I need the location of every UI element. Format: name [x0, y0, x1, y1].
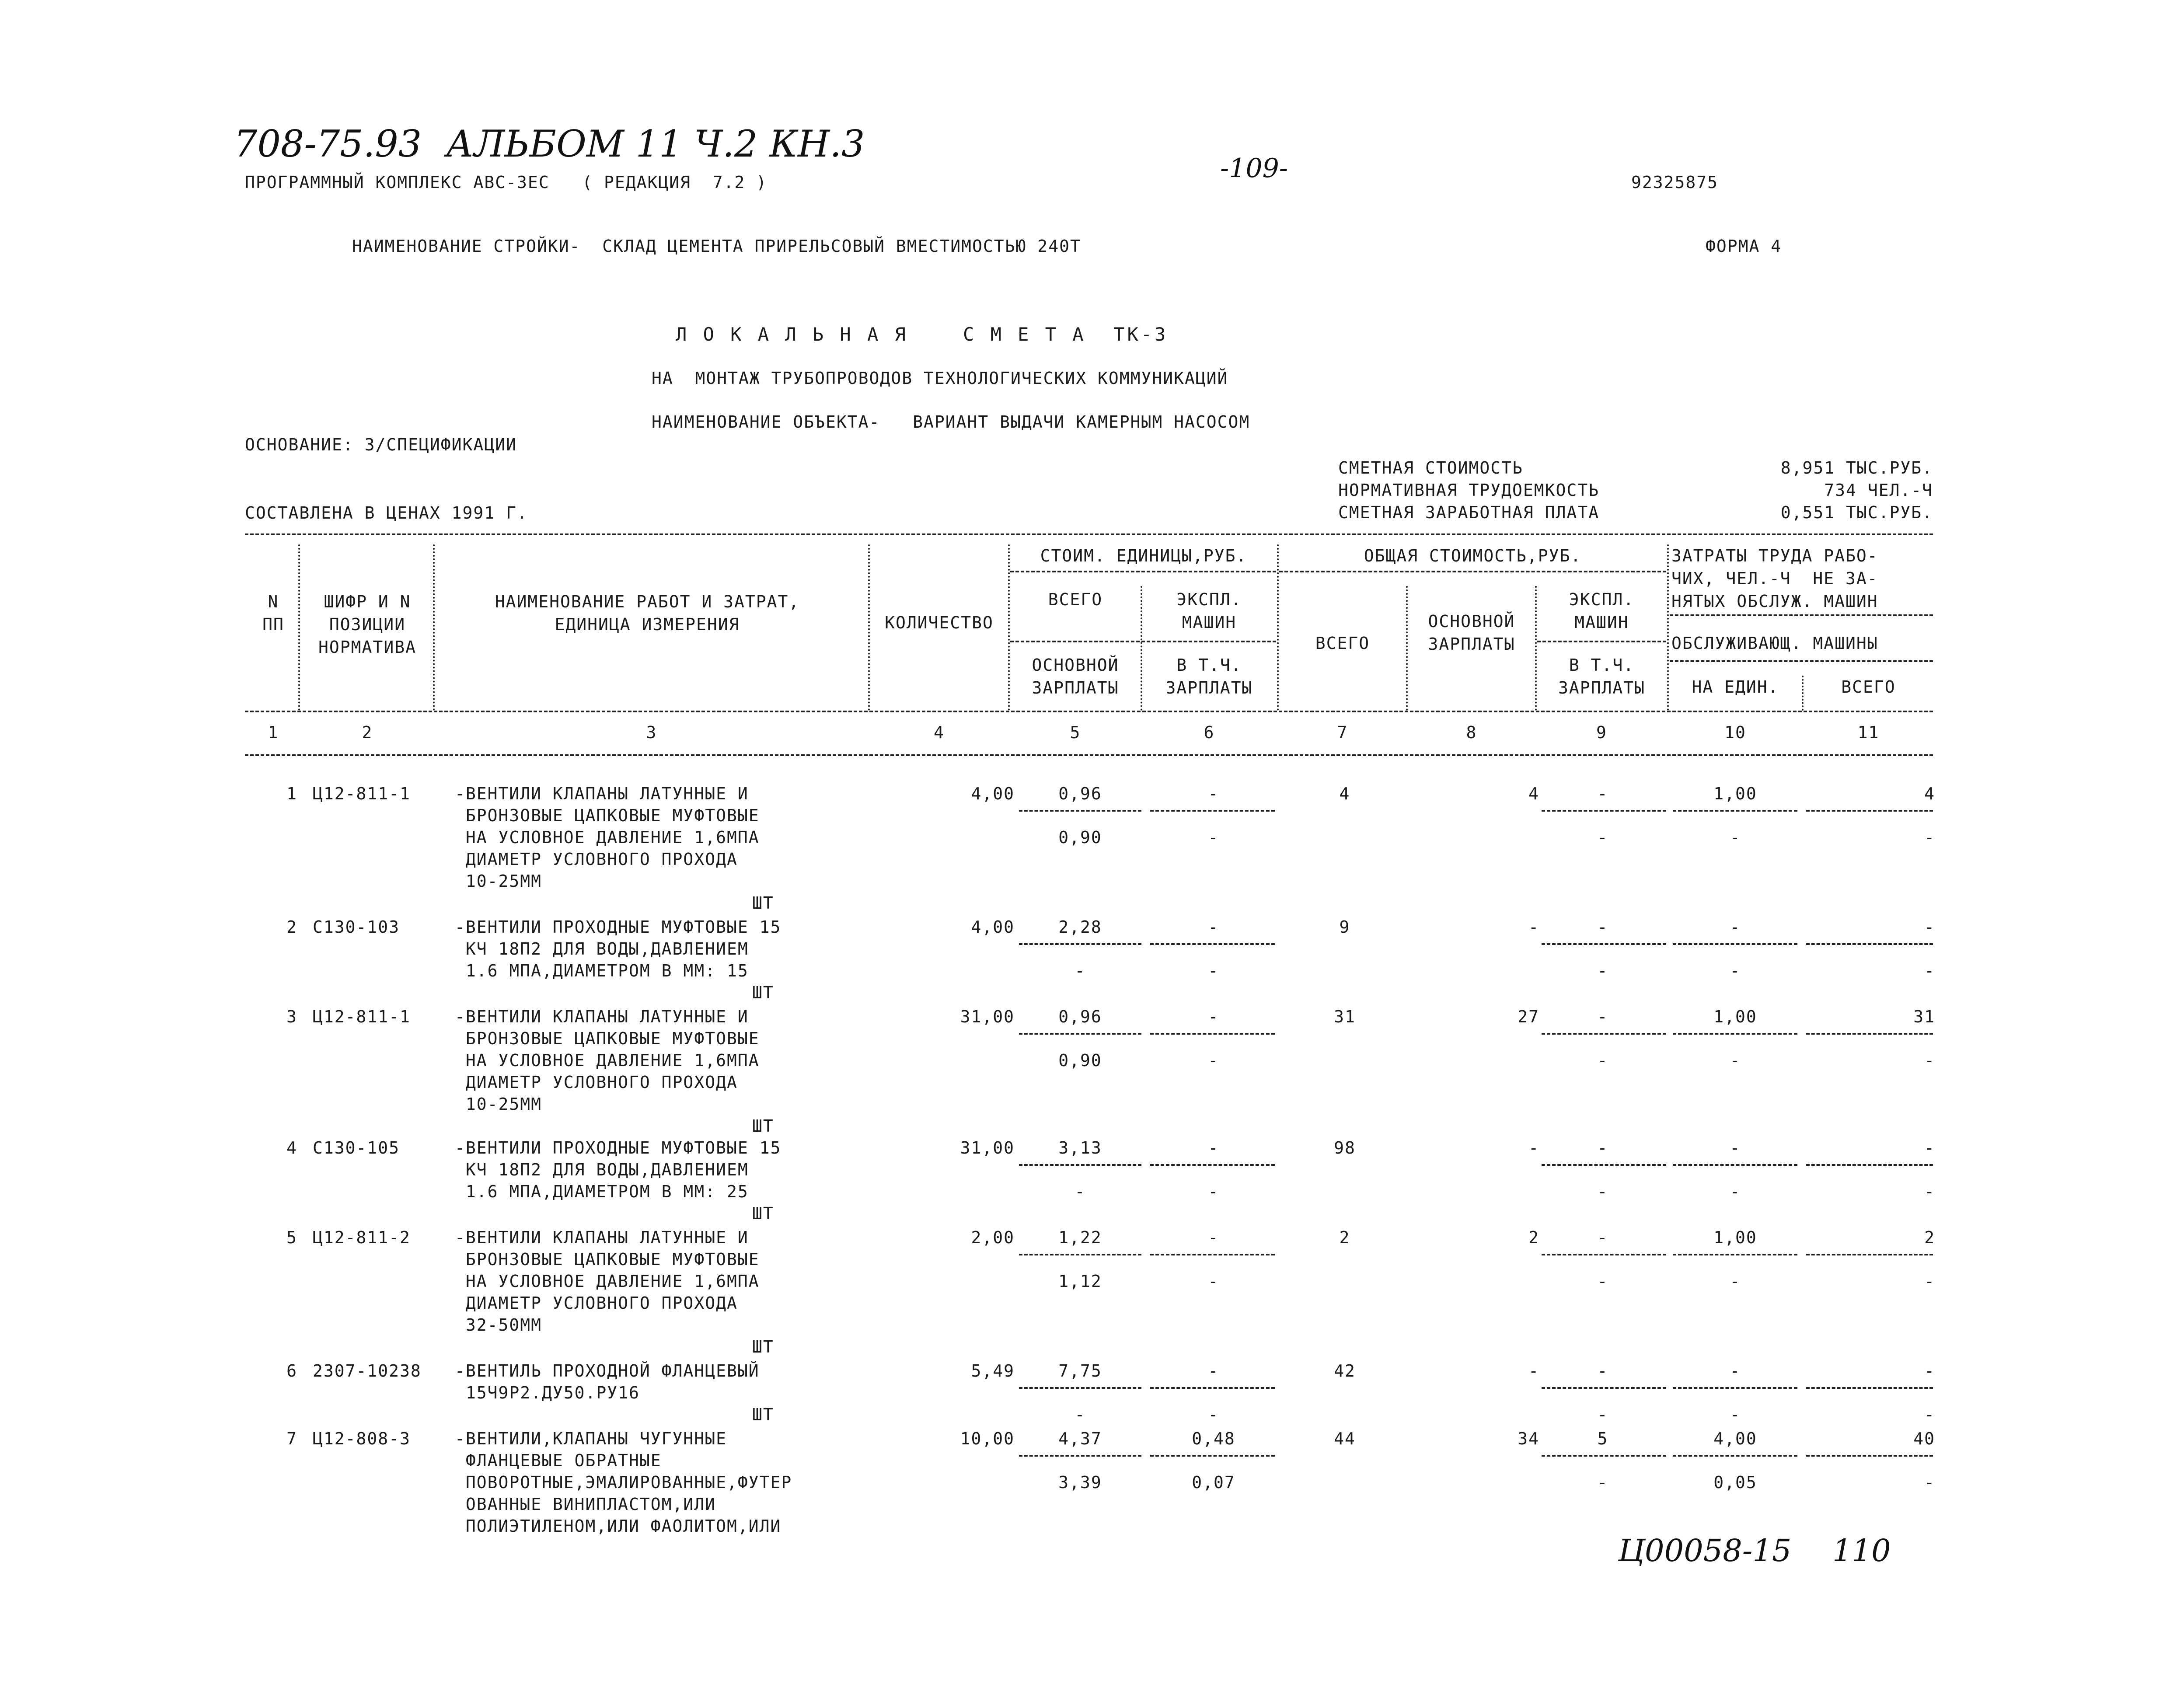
cell-subrule	[1019, 943, 1141, 945]
cell-subrule	[1806, 1033, 1933, 1035]
row-unit-total: 7,75	[1058, 1361, 1102, 1381]
column-number: 8	[1466, 723, 1477, 742]
row-total-wage: 34	[1518, 1429, 1539, 1448]
header-group-labor: ЗАТРАТЫ ТРУДА РАБО- ЧИХ, ЧЕЛ.-Ч НЕ ЗА- НЯТЫХ ОБСЛУЖ. МАШИН	[1671, 546, 1878, 611]
header-group-labor-machines: ОБСЛУЖИВАЮЩ. МАШИНЫ	[1671, 634, 1878, 653]
cell-subrule	[1806, 1455, 1933, 1457]
row-name: -ВЕНТИЛИ ПРОХОДНЫЕ МУФТОВЫЕ 15 КЧ 18П2 ДЛЯ ВОДЫ,ДАВЛЕНИЕМ 1.6 МПА,ДИАМЕТРОМ В ММ: 25	[455, 1138, 781, 1201]
column-number: 10	[1724, 723, 1746, 742]
cell-subrule	[1150, 1254, 1275, 1255]
form-number: ФОРМА 4	[1706, 237, 1782, 256]
row-unit-machines: -	[1208, 1007, 1219, 1026]
header-group-unit-cost: СТОИМ. ЕДИНИЦЫ,РУБ.	[1040, 546, 1247, 565]
column-number: 1	[268, 723, 279, 742]
row-unit-machine-wage: -	[1208, 1405, 1219, 1424]
estimate-subtitle: НА МОНТАЖ ТРУБОПРОВОДОВ ТЕХНОЛОГИЧЕСКИХ КОММУНИКАЦИЙ	[652, 369, 1228, 388]
row-unit-machines: -	[1208, 1138, 1219, 1158]
cell-subrule	[1542, 810, 1666, 812]
row-unit-total: 3,13	[1058, 1138, 1102, 1158]
header-subrule	[1537, 641, 1666, 642]
row-labor-total: 2	[1924, 1228, 1935, 1247]
cell-subrule	[1019, 1387, 1141, 1389]
row-total-wage: -	[1528, 917, 1539, 937]
row-unit: ШТ	[752, 1204, 774, 1223]
row-labor-unit: -	[1730, 1361, 1741, 1381]
header-subrule	[1279, 571, 1666, 572]
row-number: 1	[286, 784, 297, 803]
header-col-total-machine-wage: В Т.Ч. ЗАРПЛАТЫ	[1558, 655, 1646, 697]
header-col-labor-unit: НА ЕДИН.	[1692, 677, 1779, 697]
row-code: Ц12-811-1	[313, 784, 411, 803]
row-quantity: 31,00	[960, 1007, 1015, 1026]
row-total: 2	[1339, 1228, 1350, 1247]
row-labor-total: -	[1924, 1138, 1935, 1158]
row-total: 44	[1334, 1429, 1356, 1448]
row-unit: ШТ	[752, 1116, 774, 1136]
row-name: -ВЕНТИЛИ,КЛАПАНЫ ЧУГУННЫЕ ФЛАНЦЕВЫЕ ОБРАТНЫЕ ПОВОРОТНЫЕ,ЭМАЛИРОВАННЫЕ,ФУТЕР ОВАННЫЕ ВИНИПЛАСТОМ,ИЛИ ПОЛИЭТИЛЕНОМ,ИЛИ ФАОЛИТОМ,ИЛИ	[455, 1429, 792, 1536]
row-labor-machines-total: -	[1924, 961, 1935, 980]
row-labor-machines-total: -	[1924, 1473, 1935, 1492]
row-total-machine-wage: -	[1597, 1182, 1608, 1201]
column-separator	[1535, 586, 1537, 711]
basis: ОСНОВАНИЕ: З/СПЕЦИФИКАЦИИ	[245, 435, 517, 454]
row-total-wage: -	[1528, 1361, 1539, 1381]
column-number: 4	[934, 723, 945, 742]
row-total: 31	[1334, 1007, 1356, 1026]
cell-subrule	[1673, 1387, 1797, 1389]
row-labor-unit: -	[1730, 917, 1741, 937]
cell-subrule	[1673, 943, 1797, 945]
row-total: 98	[1334, 1138, 1356, 1158]
cell-subrule	[1673, 1033, 1797, 1035]
row-unit: ШТ	[752, 983, 774, 1002]
row-total-machine-wage: -	[1597, 1405, 1608, 1424]
row-total-machines: -	[1597, 1361, 1608, 1381]
summary-value: 734 ЧЕЛ.-Ч	[1824, 481, 1933, 500]
row-number: 2	[286, 917, 297, 937]
row-total-machines: -	[1597, 1228, 1608, 1247]
column-separator	[433, 544, 435, 711]
column-separator	[1802, 676, 1804, 711]
row-name: -ВЕНТИЛИ КЛАПАНЫ ЛАТУННЫЕ И БРОНЗОВЫЕ ЦАПКОВЫЕ МУФТОВЫЕ НА УСЛОВНОЕ ДАВЛЕНИЕ 1,6МПА ДИАМЕТР УСЛОВНОГО ПРОХОДА 10-25ММ	[455, 1007, 760, 1114]
row-quantity: 4,00	[971, 917, 1015, 937]
cell-subrule	[1019, 1164, 1141, 1166]
header-subrule	[1010, 641, 1276, 642]
cell-subrule	[1019, 1455, 1141, 1457]
column-separator	[1008, 544, 1010, 711]
row-name: -ВЕНТИЛЬ ПРОХОДНОЙ ФЛАНЦЕВЫЙ 15Ч9Р2.ДУ50.РУ16	[455, 1361, 760, 1402]
summary-label: НОРМАТИВНАЯ ТРУДОЕМКОСТЬ	[1338, 481, 1600, 500]
row-total: 9	[1339, 917, 1350, 937]
column-number: 9	[1596, 723, 1607, 742]
row-unit: ШТ	[752, 893, 774, 913]
row-total-machines: -	[1597, 1007, 1608, 1026]
cell-subrule	[1542, 943, 1666, 945]
row-name: -ВЕНТИЛИ КЛАПАНЫ ЛАТУННЫЕ И БРОНЗОВЫЕ ЦАПКОВЫЕ МУФТОВЫЕ НА УСЛОВНОЕ ДАВЛЕНИЕ 1,6МПА ДИАМЕТР УСЛОВНОГО ПРОХОДА 10-25ММ	[455, 784, 760, 891]
header-col-unit-wage: ОСНОВНОЙ ЗАРПЛАТЫ	[1032, 655, 1119, 697]
row-labor-total: 31	[1913, 1007, 1935, 1026]
row-unit-machine-wage: -	[1208, 1051, 1219, 1070]
row-labor-machines-unit: -	[1730, 1182, 1741, 1201]
summary-value: 0,551 ТЫС.РУБ.	[1780, 503, 1933, 522]
column-number: 6	[1204, 723, 1215, 742]
row-total-machine-wage: -	[1597, 1051, 1608, 1070]
row-labor-machines-unit: -	[1730, 1405, 1741, 1424]
cell-subrule	[1806, 1387, 1933, 1389]
row-labor-unit: 1,00	[1713, 784, 1757, 803]
header-col-code: ШИФР И N ПОЗИЦИИ НОРМАТИВА	[318, 592, 416, 657]
row-code: Ц12-811-2	[313, 1228, 411, 1247]
row-labor-total: 4	[1924, 784, 1935, 803]
cell-subrule	[1542, 1033, 1666, 1035]
header-col-unit-machine-wage: В Т.Ч. ЗАРПЛАТЫ	[1165, 655, 1253, 697]
cell-subrule	[1673, 1254, 1797, 1255]
row-total-machine-wage: -	[1597, 961, 1608, 980]
row-unit-machines: -	[1208, 784, 1219, 803]
row-total-machines: -	[1597, 784, 1608, 803]
row-quantity: 10,00	[960, 1429, 1015, 1448]
row-total-machine-wage: -	[1597, 1272, 1608, 1291]
row-labor-machines-total: -	[1924, 1272, 1935, 1291]
summary-value: 8,951 ТЫС.РУБ.	[1780, 458, 1933, 478]
row-unit-total: 0,96	[1058, 1007, 1102, 1026]
cell-subrule	[1019, 1254, 1141, 1255]
row-unit-wage: 0,90	[1058, 828, 1102, 847]
row-unit-machine-wage: -	[1208, 961, 1219, 980]
column-number: 5	[1070, 723, 1081, 742]
row-unit-machines: -	[1208, 1228, 1219, 1247]
row-unit-total: 0,96	[1058, 784, 1102, 803]
handwritten-page-number: -109-	[1220, 153, 1288, 184]
summary-label: СМЕТНАЯ ЗАРАБОТНАЯ ПЛАТА	[1338, 503, 1600, 522]
row-code: 2307-10238	[313, 1361, 422, 1381]
row-number: 5	[286, 1228, 297, 1247]
column-number: 3	[646, 723, 657, 742]
row-total: 4	[1339, 784, 1350, 803]
row-unit-machines: -	[1208, 1361, 1219, 1381]
row-unit-total: 2,28	[1058, 917, 1102, 937]
row-labor-machines-total: -	[1924, 1051, 1935, 1070]
header-col-name: НАИМЕНОВАНИЕ РАБОТ И ЗАТРАТ, ЕДИНИЦА ИЗМЕРЕНИЯ	[495, 592, 800, 634]
cell-subrule	[1150, 1164, 1275, 1166]
row-name: -ВЕНТИЛИ ПРОХОДНЫЕ МУФТОВЫЕ 15 КЧ 18П2 ДЛЯ ВОДЫ,ДАВЛЕНИЕМ 1.6 МПА,ДИАМЕТРОМ В ММ: 15	[455, 917, 781, 980]
construction-name: НАИМЕНОВАНИЕ СТРОЙКИ- СКЛАД ЦЕМЕНТА ПРИРЕЛЬСОВЫЙ ВМЕСТИМОСТЬЮ 240Т	[352, 237, 1081, 256]
header-bottom-rule	[245, 711, 1933, 712]
header-col-unit-machines: ЭКСПЛ. МАШИН	[1176, 590, 1242, 632]
header-col-quantity: КОЛИЧЕСТВО	[885, 613, 994, 632]
handwritten-archive-ref: Ц00058-15	[1618, 1533, 1792, 1569]
row-unit: ШТ	[752, 1337, 774, 1356]
row-number: 6	[286, 1361, 297, 1381]
row-labor-unit: -	[1730, 1138, 1741, 1158]
program-info: ПРОГРАММНЫЙ КОМПЛЕКС АВС-3ЕС ( РЕДАКЦИЯ 7.2 )	[245, 173, 768, 192]
row-unit-machine-wage: 0,07	[1192, 1473, 1235, 1492]
row-unit-machine-wage: -	[1208, 1272, 1219, 1291]
document-code: 92325875	[1631, 173, 1719, 192]
row-total-machines: -	[1597, 917, 1608, 937]
row-code: Ц12-808-3	[313, 1429, 411, 1448]
row-unit-wage: -	[1075, 1182, 1086, 1201]
row-code: Ц12-811-1	[313, 1007, 411, 1026]
column-separator	[1406, 586, 1408, 711]
cell-subrule	[1150, 810, 1275, 812]
header-subrule	[1010, 571, 1276, 572]
column-numbers-rule	[245, 754, 1933, 756]
cell-subrule	[1542, 1387, 1666, 1389]
row-total-wage: -	[1528, 1138, 1539, 1158]
column-separator	[868, 544, 870, 711]
header-group-total-cost: ОБЩАЯ СТОИМОСТЬ,РУБ.	[1364, 546, 1582, 565]
cell-subrule	[1019, 810, 1141, 812]
table-top-rule	[245, 533, 1933, 535]
row-quantity: 4,00	[971, 784, 1015, 803]
header-col-total: ВСЕГО	[1315, 634, 1370, 653]
column-number: 7	[1337, 723, 1348, 742]
row-total: 42	[1334, 1361, 1356, 1381]
cell-subrule	[1150, 1387, 1275, 1389]
row-labor-machines-total: -	[1924, 828, 1935, 847]
header-col-unit-total: ВСЕГО	[1048, 590, 1103, 609]
row-name: -ВЕНТИЛИ КЛАПАНЫ ЛАТУННЫЕ И БРОНЗОВЫЕ ЦАПКОВЫЕ МУФТОВЫЕ НА УСЛОВНОЕ ДАВЛЕНИЕ 1,6МПА ДИАМЕТР УСЛОВНОГО ПРОХОДА 32-50ММ	[455, 1228, 760, 1335]
row-code: С130-103	[313, 917, 400, 937]
row-labor-total: 40	[1913, 1429, 1935, 1448]
row-unit-machine-wage: -	[1208, 1182, 1219, 1201]
header-col-total-wage: ОСНОВНОЙ ЗАРПЛАТЫ	[1428, 612, 1515, 654]
row-unit-wage: -	[1075, 1405, 1086, 1424]
row-labor-unit: 1,00	[1713, 1007, 1757, 1026]
cell-subrule	[1673, 1164, 1797, 1166]
row-number: 7	[286, 1429, 297, 1448]
row-total-wage: 4	[1528, 784, 1539, 803]
estimate-title: Л О К А Л Ь Н А Я С М Е Т А ТК-3	[676, 324, 1169, 345]
row-unit-wage: 0,90	[1058, 1051, 1102, 1070]
header-col-labor-total: ВСЕГО	[1841, 677, 1896, 697]
row-unit-machines: 0,48	[1192, 1429, 1235, 1448]
row-labor-machines-unit: -	[1730, 961, 1741, 980]
row-total-wage: 2	[1528, 1228, 1539, 1247]
row-number: 3	[286, 1007, 297, 1026]
row-unit-machine-wage: -	[1208, 828, 1219, 847]
column-separator	[298, 544, 300, 711]
cell-subrule	[1673, 810, 1797, 812]
cell-subrule	[1806, 1164, 1933, 1166]
row-unit-machines: -	[1208, 917, 1219, 937]
cell-subrule	[1150, 1455, 1275, 1457]
row-quantity: 5,49	[971, 1361, 1015, 1381]
cell-subrule	[1806, 1254, 1933, 1255]
row-labor-machines-unit: -	[1730, 828, 1741, 847]
header-subrule	[1670, 660, 1933, 662]
column-separator	[1667, 544, 1669, 711]
object-name: НАИМЕНОВАНИЕ ОБЪЕКТА- ВАРИАНТ ВЫДАЧИ КАМЕРНЫМ НАСОСОМ	[652, 412, 1250, 432]
row-quantity: 31,00	[960, 1138, 1015, 1158]
row-unit-wage: 1,12	[1058, 1272, 1102, 1291]
header-col-total-machines: ЭКСПЛ. МАШИН	[1569, 590, 1635, 632]
row-unit-wage: 3,39	[1058, 1473, 1102, 1492]
header-col-number: N ПП	[262, 592, 284, 634]
cell-subrule	[1806, 810, 1933, 812]
column-number: 2	[362, 723, 373, 742]
row-labor-total: -	[1924, 1361, 1935, 1381]
handwritten-album-ref: АЛЬБОМ 11 Ч.2 КН.3	[446, 122, 865, 165]
cell-subrule	[1673, 1455, 1797, 1457]
row-labor-machines-unit: 0,05	[1713, 1473, 1757, 1492]
row-labor-machines-total: -	[1924, 1405, 1935, 1424]
row-total-machines: -	[1597, 1138, 1608, 1158]
row-total-machines: 5	[1597, 1429, 1608, 1448]
price-level: СОСТАВЛЕНА В ЦЕНАХ 1991 Г.	[245, 503, 528, 523]
row-total-wage: 27	[1518, 1007, 1539, 1026]
handwritten-document-ref: 708-75.93	[234, 122, 422, 165]
handwritten-sheet-number: 110	[1832, 1533, 1891, 1569]
row-unit-total: 1,22	[1058, 1228, 1102, 1247]
row-quantity: 2,00	[971, 1228, 1015, 1247]
column-number: 11	[1857, 723, 1880, 742]
cell-subrule	[1806, 943, 1933, 945]
header-subrule	[1670, 614, 1933, 616]
row-unit: ШТ	[752, 1405, 774, 1424]
column-separator	[1277, 544, 1279, 711]
row-labor-machines-unit: -	[1730, 1051, 1741, 1070]
row-labor-total: -	[1924, 917, 1935, 937]
row-unit-total: 4,37	[1058, 1429, 1102, 1448]
cell-subrule	[1542, 1455, 1666, 1457]
row-total-machine-wage: -	[1597, 1473, 1608, 1492]
row-code: С130-105	[313, 1138, 400, 1158]
row-labor-unit: 1,00	[1713, 1228, 1757, 1247]
row-labor-machines-unit: -	[1730, 1272, 1741, 1291]
cell-subrule	[1542, 1254, 1666, 1255]
cell-subrule	[1150, 1033, 1275, 1035]
row-total-machine-wage: -	[1597, 828, 1608, 847]
cell-subrule	[1019, 1033, 1141, 1035]
row-unit-wage: -	[1075, 961, 1086, 980]
row-labor-unit: 4,00	[1713, 1429, 1757, 1448]
row-labor-machines-total: -	[1924, 1182, 1935, 1201]
summary-label: СМЕТНАЯ СТОИМОСТЬ	[1338, 458, 1523, 478]
row-number: 4	[286, 1138, 297, 1158]
cell-subrule	[1150, 943, 1275, 945]
cell-subrule	[1542, 1164, 1666, 1166]
